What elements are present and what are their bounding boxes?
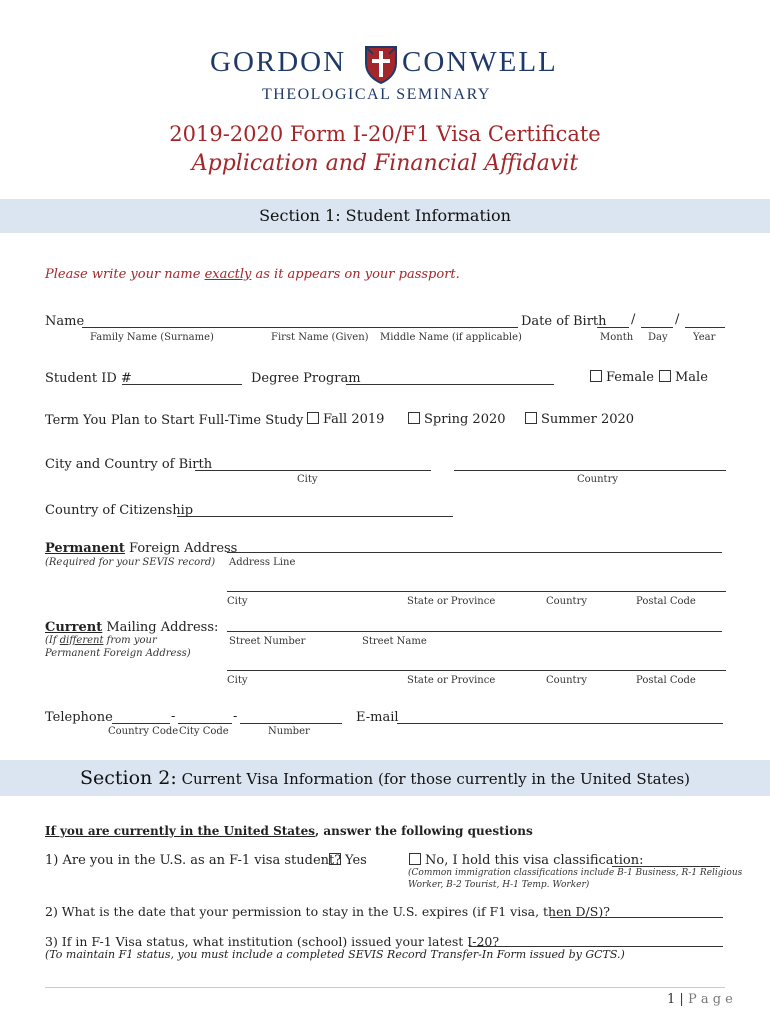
gender-male-option[interactable]: Male <box>659 370 708 385</box>
telephone-city-code-field[interactable] <box>178 723 232 724</box>
name-label: Name <box>45 314 85 329</box>
current-sub-postal: Postal Code <box>636 675 696 686</box>
permission-expiry-field[interactable] <box>550 917 723 918</box>
name-sub-family: Family Name (Surname) <box>90 332 214 343</box>
telephone-label: Telephone <box>45 710 113 725</box>
birth-sub-country: Country <box>577 474 619 485</box>
dob-year-field[interactable] <box>685 327 725 328</box>
current-street-field[interactable] <box>227 631 722 632</box>
citizenship-field[interactable] <box>177 516 453 517</box>
q1-no-option[interactable]: No, I hold this visa classification: <box>409 853 644 868</box>
question-3: 3) If in F-1 Visa status, what institution (school) issued your latest I-20? <box>45 934 500 949</box>
email-label: E-mail <box>356 710 399 725</box>
dob-day-field[interactable] <box>641 327 673 328</box>
q1-note-line2: Worker, B-2 Tourist, H-1 Temp. Worker) <box>408 880 590 890</box>
telephone-sub-city: City Code <box>179 726 229 737</box>
degree-program-field[interactable] <box>346 384 554 385</box>
form-subtitle: Application and Financial Affidavit <box>191 151 579 176</box>
perm-sub-postal: Postal Code <box>636 596 696 607</box>
checkbox-icon <box>409 853 421 865</box>
q1-note-line1: (Common immigration classifications include B-1 Business, R-1 Religious <box>408 868 743 878</box>
dob-slash: / <box>675 312 680 327</box>
degree-program-label: Degree Program <box>251 371 361 386</box>
dob-sub-year: Year <box>693 332 716 343</box>
term-label: Term You Plan to Start Full-Time Study <box>45 413 304 428</box>
citizenship-label: Country of Citizenship <box>45 503 194 518</box>
gender-female-option[interactable]: Female <box>590 370 654 385</box>
page-number: 1 | P a g e <box>667 992 733 1007</box>
current-address-note-line2: Permanent Foreign Address) <box>45 648 191 659</box>
logo-left-word: GORDON <box>210 46 347 78</box>
dob-month-field[interactable] <box>597 327 629 328</box>
birth-country-field[interactable] <box>454 470 726 471</box>
dob-sub-day: Day <box>648 332 668 343</box>
form-title: 2019-2020 Form I-20/F1 Visa Certificate <box>169 122 601 146</box>
permanent-address-line-field[interactable] <box>227 552 722 553</box>
current-sub-state: State or Province <box>407 675 496 686</box>
section2-heading: Section 2: Current Visa Information (for those currently in the United States) <box>79 767 691 789</box>
issuing-institution-field[interactable] <box>469 946 723 947</box>
section2-intro: If you are currently in the United States, answer the following questions <box>45 824 533 838</box>
permanent-city-field[interactable] <box>227 591 726 592</box>
telephone-sub-number: Number <box>268 726 310 737</box>
passport-instruction: Please write your name exactly as it appears on your passport. <box>45 267 460 282</box>
perm-sub-state: State or Province <box>407 596 496 607</box>
dob-sub-month: Month <box>600 332 634 343</box>
birth-sub-city: City <box>297 474 318 485</box>
telephone-country-code-field[interactable] <box>112 723 170 724</box>
logo-right-word: CONWELL <box>402 46 558 78</box>
term-fall-option[interactable]: Fall 2019 <box>307 412 384 427</box>
term-summer-option[interactable]: Summer 2020 <box>525 412 634 427</box>
telephone-dash: - <box>171 709 176 724</box>
permanent-address-note: (Required for your SEVIS record) <box>45 557 216 568</box>
checkbox-icon <box>525 412 537 424</box>
current-address-label: Current Mailing Address: <box>45 620 219 635</box>
perm-sub-city: City <box>227 596 248 607</box>
footer-divider <box>45 987 725 988</box>
telephone-sub-country: Country Code <box>108 726 179 737</box>
current-sub-city: City <box>227 675 248 686</box>
question-2: 2) What is the date that your permission to stay in the U.S. expires (if F1 visa, then D/S)? <box>45 904 610 919</box>
q1-yes-option[interactable]: Yes <box>329 853 367 868</box>
checkbox-icon <box>590 370 602 382</box>
checkbox-icon <box>659 370 671 382</box>
current-sub-country: Country <box>546 675 588 686</box>
name-sub-middle: Middle Name (if applicable) <box>380 332 522 343</box>
visa-classification-field[interactable] <box>612 866 720 867</box>
checkbox-icon <box>329 853 341 865</box>
telephone-number-field[interactable] <box>240 723 342 724</box>
checkbox-icon <box>408 412 420 424</box>
term-spring-option[interactable]: Spring 2020 <box>408 412 506 427</box>
dob-slash: / <box>631 312 636 327</box>
seminary-shield-logo <box>364 45 398 85</box>
telephone-dash: - <box>233 709 238 724</box>
current-sub-street-name: Street Name <box>362 636 427 647</box>
permanent-address-label: Permanent Foreign Address <box>45 541 238 556</box>
birth-label: City and Country of Birth <box>45 457 213 472</box>
section1-heading: Section 1: Student Information <box>259 206 511 225</box>
current-address-note: (If different from your <box>45 635 157 646</box>
student-id-label: Student ID # <box>45 371 132 386</box>
student-id-field[interactable] <box>122 384 242 385</box>
current-city-field[interactable] <box>227 670 726 671</box>
birth-city-field[interactable] <box>195 470 431 471</box>
name-field[interactable] <box>82 327 518 328</box>
current-sub-street-number: Street Number <box>229 636 306 647</box>
question-1: 1) Are you in the U.S. as an F-1 visa student? <box>45 853 342 868</box>
q3-note: (To maintain F1 status, you must include a completed SEVIS Record Transfer-In Form issued by GCTS.) <box>45 948 625 961</box>
name-sub-first: First Name (Given) <box>271 332 369 343</box>
logo-subtitle: THEOLOGICAL SEMINARY <box>262 86 491 103</box>
perm-sub-address-line: Address Line <box>229 557 296 568</box>
email-field[interactable] <box>397 723 723 724</box>
perm-sub-country: Country <box>546 596 588 607</box>
dob-label: Date of Birth <box>521 314 607 329</box>
checkbox-icon <box>307 412 319 424</box>
